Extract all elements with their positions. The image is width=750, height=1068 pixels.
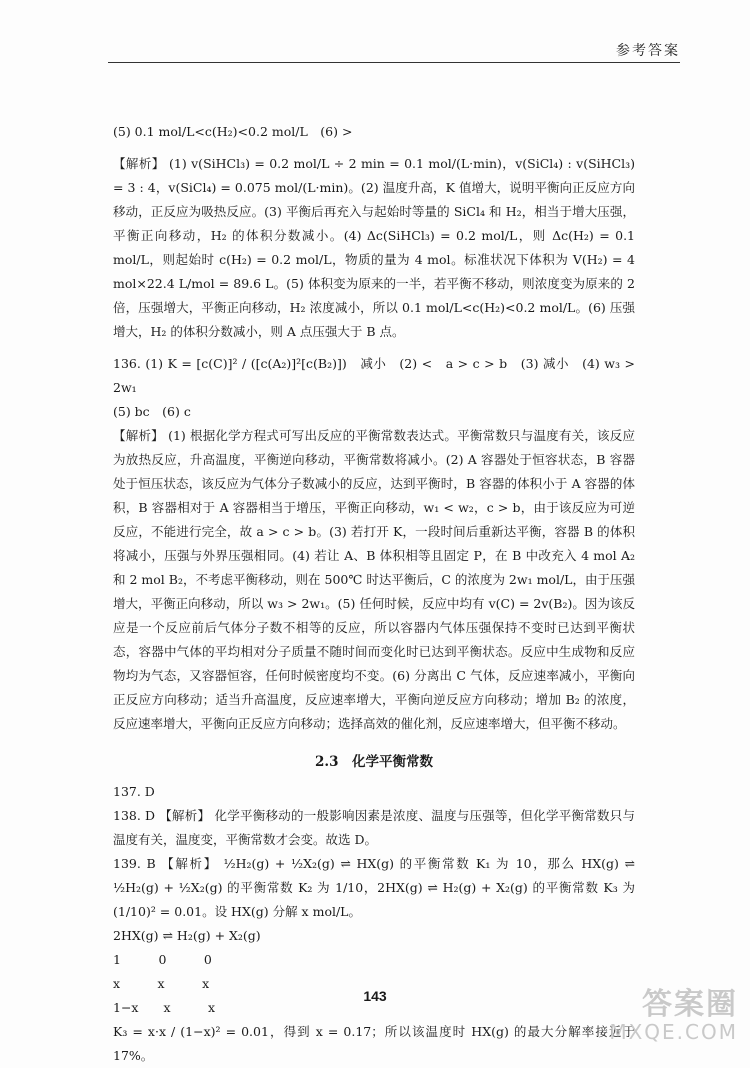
answer-136: 136. (1) K = [c(C)]² / ([c(A₂)]²[c(B₂)]) 减小 (2) < a > c > b (3) 减小 (4) w₃ > 2w₁	[113, 356, 635, 395]
changed-concentrations: x x x	[113, 976, 210, 991]
answer-135-part-5-6: (5) 0.1 mol/L<c(H₂)<0.2 mol/L (6) >	[113, 124, 353, 139]
answer-136-part-5-6: (5) bc (6) c	[113, 404, 191, 419]
answer-139: 139. B 【解析】 ½H₂(g) + ½X₂(g) ⇌ HX(g) 的平衡常数 K₁ 为 10，那么 HX(g) ⇌ ½H₂(g) + ½X₂(g) 的平衡常数 K₂ 为 1/10，2HX(g) ⇌ H₂(g) + X₂(g) 的平衡常数 K₃ 为 (1/10)² = 0.01。设 HX(g) 分解 x mol/L。	[113, 856, 635, 919]
main-content	[113, 120, 635, 1068]
initial-concentrations: 1 0 0	[113, 952, 212, 967]
spacer	[113, 344, 635, 352]
answer-137: 137. D	[113, 784, 155, 799]
equation-line: 2HX(g) ⇌ H₂(g) + X₂(g)	[113, 928, 261, 943]
equilibrium-concentrations: 1−x x x	[113, 1000, 216, 1015]
running-header-title: 参考答案	[616, 43, 680, 59]
k3-result: K₃ = x·x / (1−x)² = 0.01，得到 x = 0.17；所以该温度时 HX(g) 的最大分解率接近于 17%。	[113, 1024, 635, 1063]
watermark-text: 答案圈	[642, 987, 738, 1022]
page-number: 143	[363, 988, 387, 1004]
analysis-136: 【解析】 (1) 根据化学方程式可写出反应的平衡常数表达式。平衡常数只与温度有关，该反应为放热反应，升高温度，平衡逆向移动，平衡常数将减小。(2) A 容器处于恒容状态，B 容器处于恒压状态，该反应为气体分子数减小的反应，达到平衡时，B 容器的体积小于 A 容器的体积，B 容器相对于 A 容器相当于增压，平衡正向移动，w₁ < w₂，c > b，由于该反应为可逆反应，不能进行完全，故 a > c > b。(3) 若打开 K，一段时间后重新达平衡，容器 B 的体积将减小，压强与外界压强相同。(4) 若让 A、B 体积相等且固定 P，在 B 中改充入 4 mol A₂ 和 2 mol B₂，不考虑平衡移动，则在 500℃ 时达平衡后，C 的浓度为 2w₁ mol/L，由于压强增大，平衡正向移动，所以 w₃ > 2w₁。(5) 任何时候，反应中均有 v(C) = 2v(B₂)。因为该反应是一个反应前后气体分子数不相等的反应，所以容器内气体压强保持不变时已达到平衡状态，容器中气体的平均相对分子质量不随时间而变化时已达到平衡状态。反应中生成物和反应物均为气态，又容器恒容，任何时候密度均不变。(6) 分离出 C 气体，反应速率减小，平衡向正反应方向移动；适当升高温度，反应速率增大，平衡向逆反应方向移动；增加 B₂ 的浓度，反应速率增大，平衡向正反应方向移动；选择高效的催化剂，反应速率增大，但平衡不移动。	[113, 428, 635, 731]
section-title: 2.3 化学平衡常数	[315, 754, 433, 770]
spacer	[113, 144, 635, 152]
analysis-135: 【解析】 (1) v(SiHCl₃) = 0.2 mol/L ÷ 2 min = 0.1 mol/(L·min)，v(SiCl₄) : v(SiHCl₃) = 3 : 4，v(SiCl₄) = 0.075 mol/(L·min)。(2) 温度升高，K 值增大，说明平衡向正反应方向移动，正反应为吸热反应。(3) 平衡后再充入与起始时等量的 SiCl₄ 和 H₂，相当于增大压强，平衡正向移动，H₂ 的体积分数减小。(4) Δc(SiHCl₃) = 0.2 mol/L，则 Δc(H₂) = 0.1 mol/L，则起始时 c(H₂) = 0.2 mol/L，物质的量为 4 mol。标准状况下体积为 V(H₂) = 4 mol×22.4 L/mol = 89.6 L。(5) 体积变为原来的一半，若平衡不移动，则浓度变为原来的 2 倍，压强增大，平衡正向移动，H₂ 浓度减小，所以 0.1 mol/L<c(H₂)<0.2 mol/L。(6) 压强增大，H₂ 的体积分数减小，则 A 点压强大于 B 点。	[113, 156, 635, 339]
answer-138: 138. D 【解析】 化学平衡移动的一般影响因素是浓度、温度与压强等，但化学平衡常数只与温度有关，温度变，平衡常数才会变。故选 D。	[113, 808, 635, 847]
watermark-logo	[609, 987, 738, 1062]
watermark-url: MXQE.COM	[609, 1020, 738, 1044]
header-rule	[108, 62, 680, 63]
